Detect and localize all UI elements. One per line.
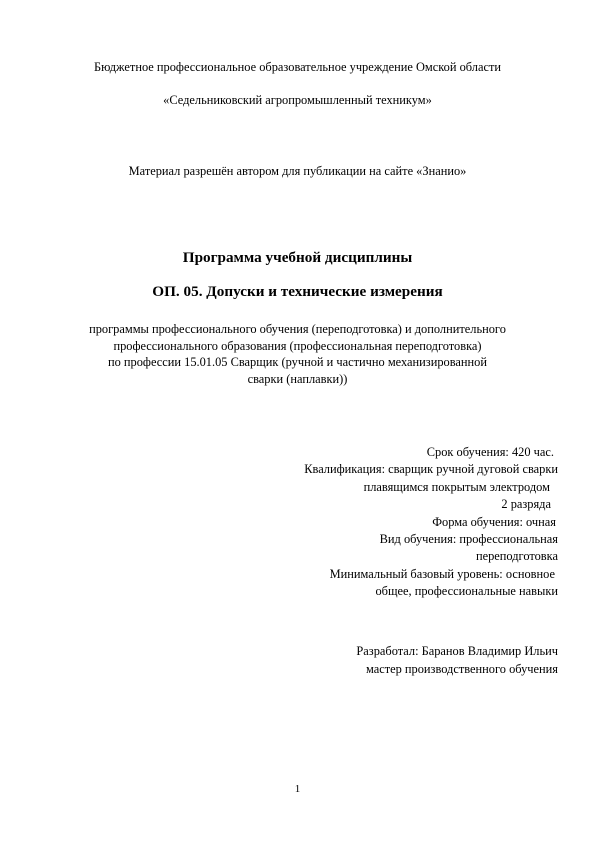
author-position: мастер производственного обучения [365,662,558,676]
description-line: программы профессионального обучения (переподготовка) и дополнительного [89,322,506,336]
permission-note: Материал разрешён автором для публикации на сайте «Знанио» [128,164,467,178]
description-line: по профессии 15.01.05 Сварщик (ручной и частично механизированной [107,355,487,369]
study-type: Вид обучения: профессиональная [379,532,558,546]
study-form: Форма обучения: очная [432,515,556,529]
page-number: 1 [294,783,301,795]
training-duration: Срок обучения: 420 час. [426,445,554,459]
base-level-continued: общее, профессиональные навыки [375,584,558,598]
qualification-grade: 2 разряда [501,497,551,511]
discipline-title: ОП. 05. Допуски и технические измерения [152,283,443,300]
qualification-line: Квалификация: сварщик ручной дуговой сварки [304,462,558,476]
author-name: Разработал: Баранов Владимир Ильич [356,644,558,658]
description-line: сварки (наплавки)) [247,372,348,386]
qualification-line: плавящимся покрытым электродом [363,480,550,494]
study-type-continued: переподготовка [475,549,558,563]
document-title: Программа учебной дисциплины [182,249,413,266]
base-level: Минимальный базовый уровень: основное [329,567,555,581]
institution-name: Бюджетное профессиональное образовательное учреждение Омской области [93,60,502,74]
description-line: профессионального образования (профессиональная переподготовка) [113,339,482,353]
school-name: «Седельниковский агропромышленный техникум» [163,93,432,107]
